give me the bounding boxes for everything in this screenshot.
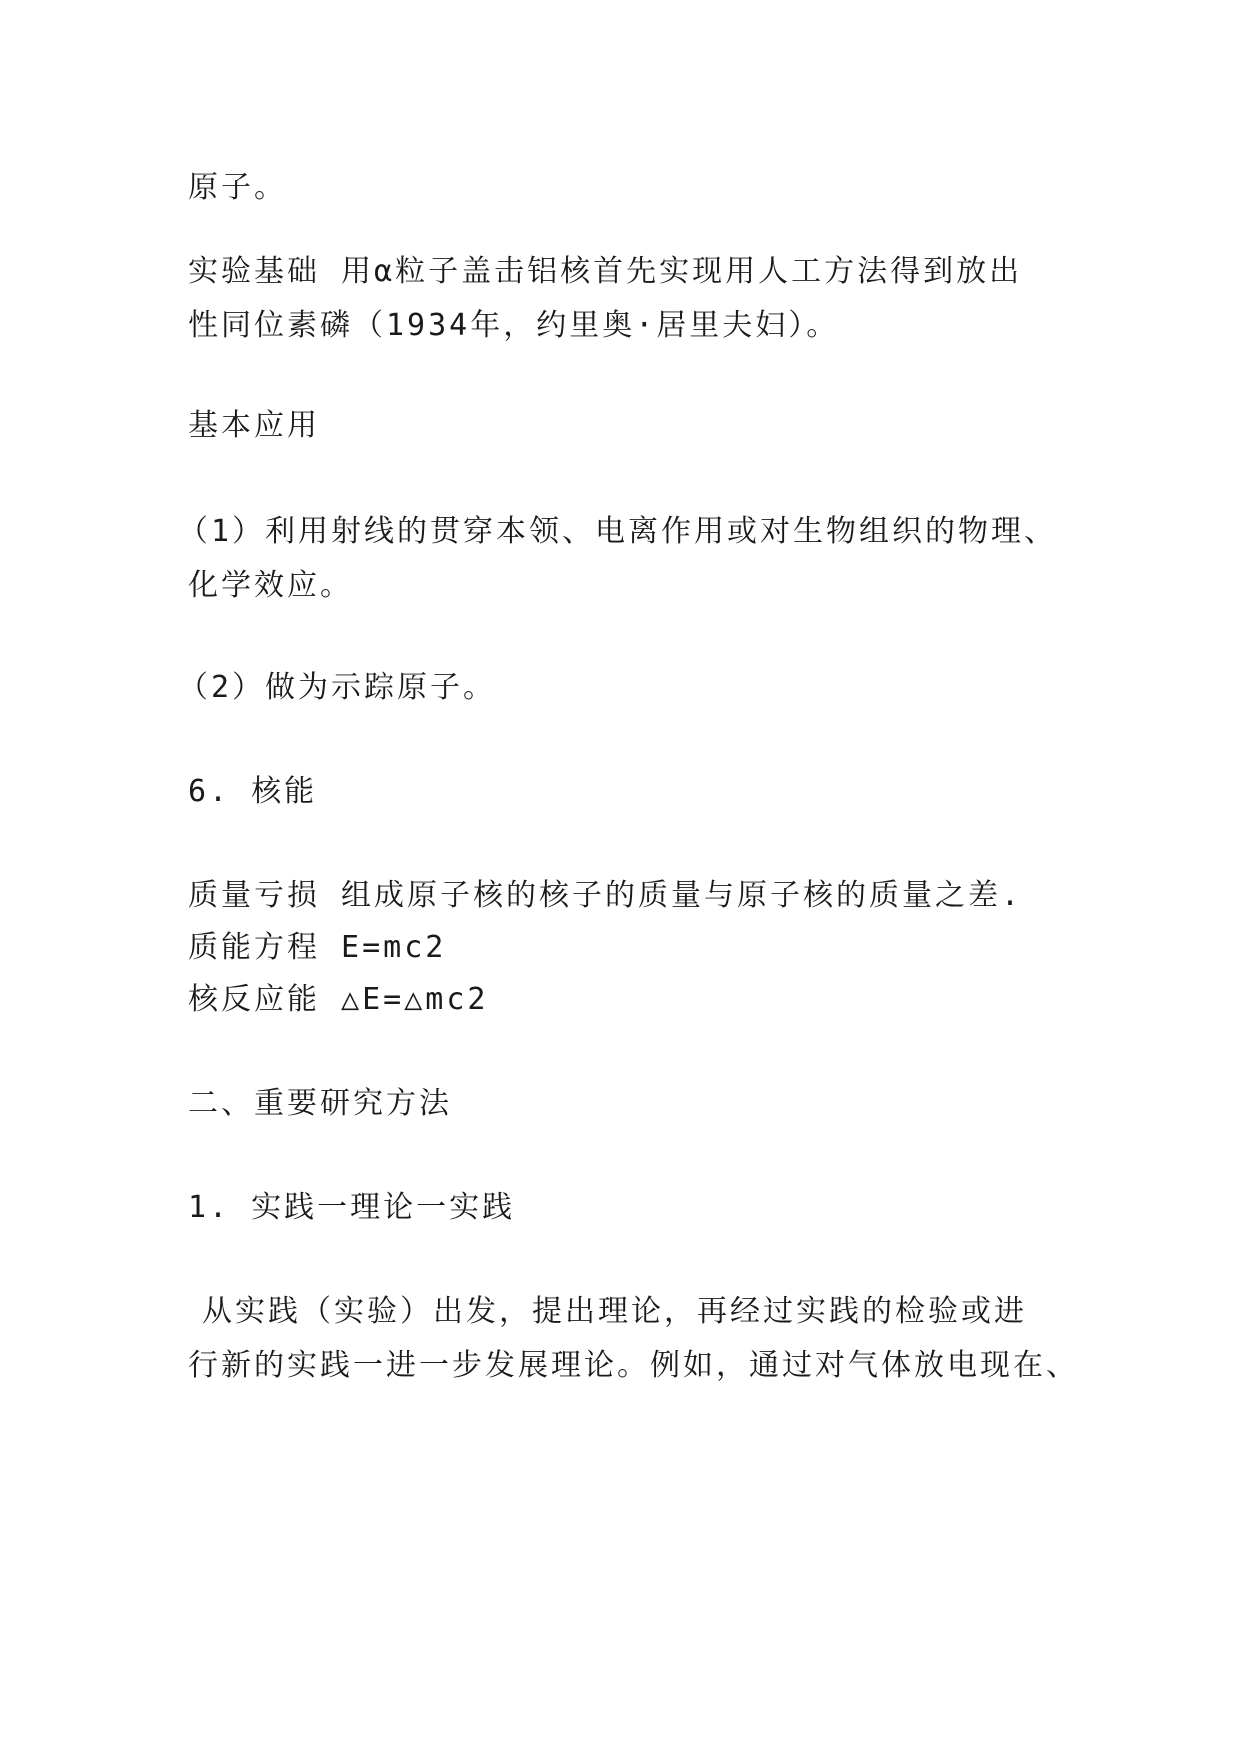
experiment-basis-line-1: 实验基础 用α粒子盖击铝核首先实现用人工方法得到放出	[188, 254, 1023, 289]
section-heading-basic-application: 基本应用	[188, 408, 320, 443]
practice-paragraph-line-2: 行新的实践一进一步发展理论。例如，通过对气体放电现在、	[188, 1348, 1079, 1383]
practice-paragraph-line-1: 从实践（实验）出发，提出理论，再经过实践的检验或进	[202, 1294, 1027, 1329]
application-item-1-line-1: （1）利用射线的贯穿本领、电离作用或对生物组织的物理、	[178, 514, 1058, 549]
paragraph-continuation: 原子。	[188, 170, 287, 205]
mass-defect-line: 质量亏损 组成原子核的核子的质量与原子核的质量之差.	[188, 878, 1023, 913]
subsection-heading-practice-theory: 1. 实践一理论一实践	[188, 1190, 516, 1225]
mass-energy-equation-line: 质能方程 E=mc2	[188, 930, 447, 965]
application-item-2: （2）做为示踪原子。	[178, 670, 497, 705]
experiment-basis-line-2: 性同位素磷（1934年，约里奥·居里夫妇）。	[188, 308, 840, 343]
application-item-1-line-2: 化学效应。	[188, 568, 353, 603]
section-heading-nuclear-energy: 6. 核能	[188, 774, 318, 809]
section-heading-research-methods: 二、重要研究方法	[188, 1086, 452, 1121]
reaction-energy-line: 核反应能 △E=△mc2	[188, 982, 489, 1017]
